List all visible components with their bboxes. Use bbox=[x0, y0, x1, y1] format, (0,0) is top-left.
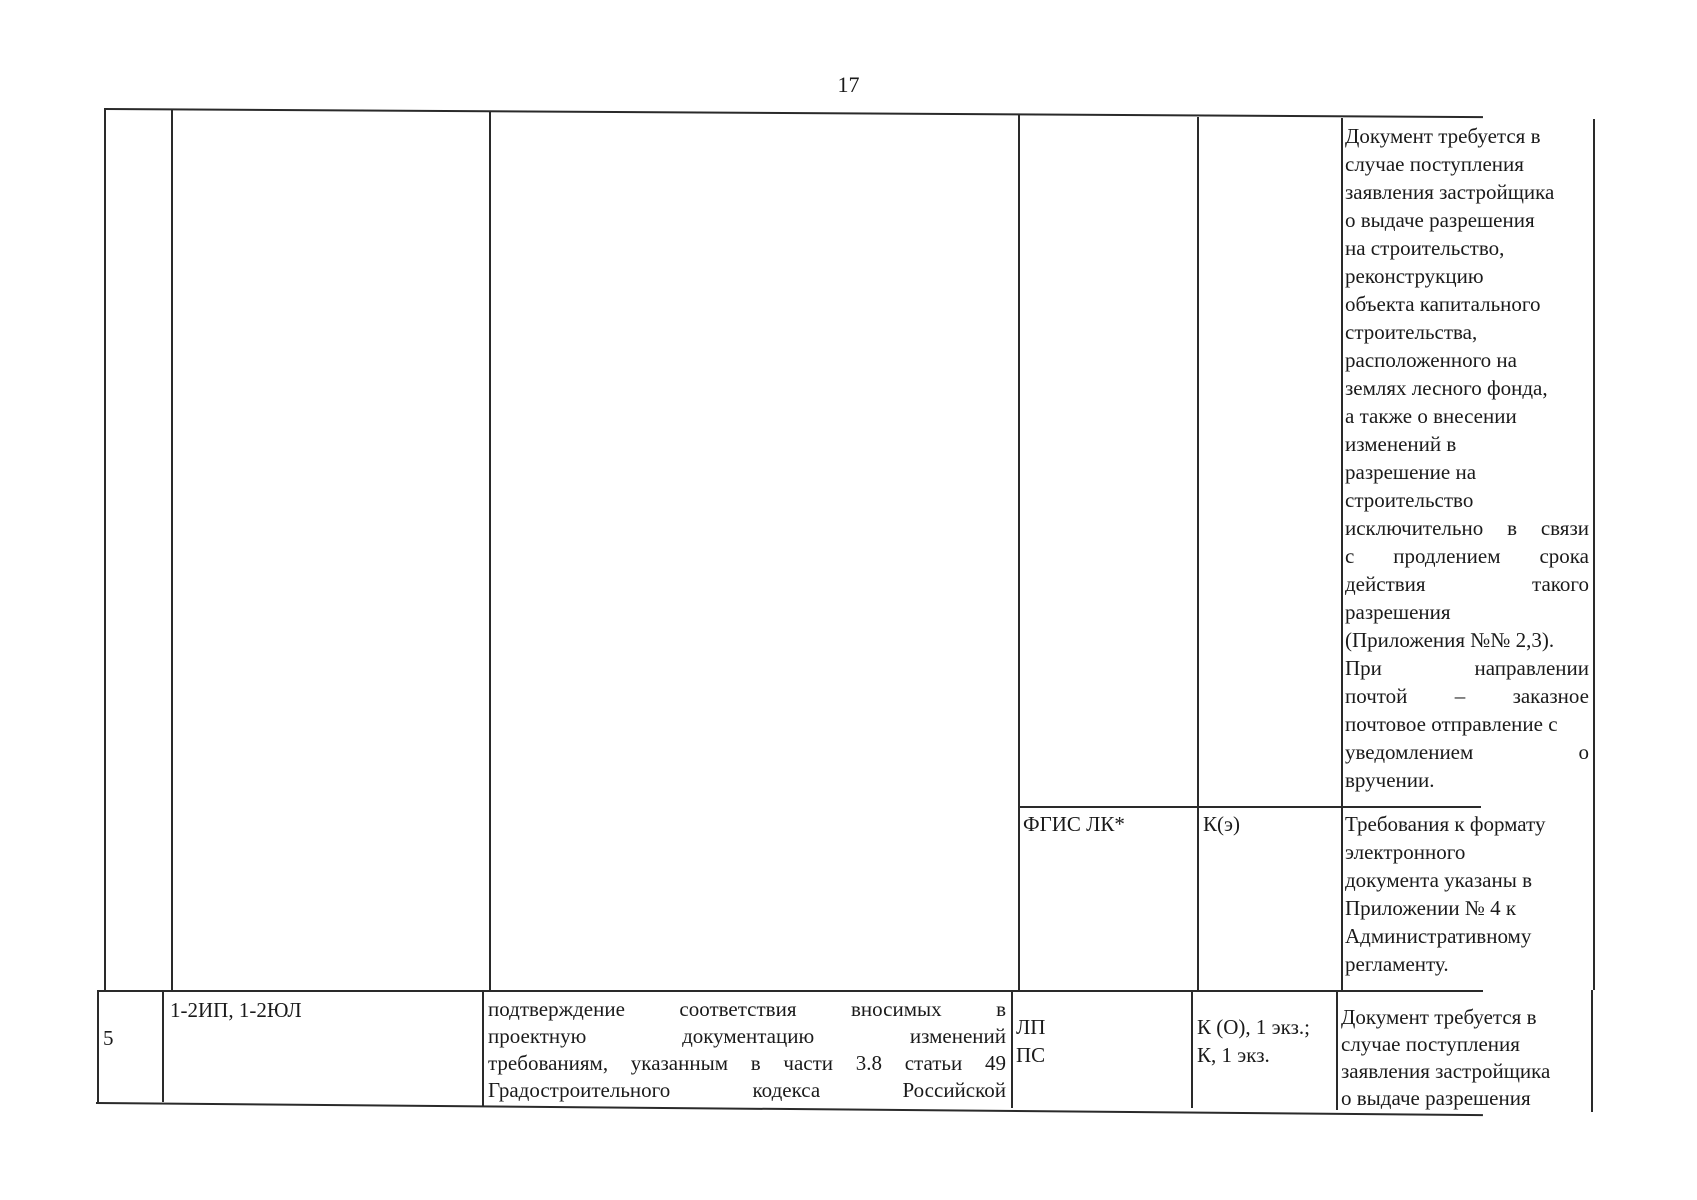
col-border-4 bbox=[1197, 117, 1199, 990]
note-line: Приложении № 4 к bbox=[1345, 896, 1517, 920]
note-line: почтой – заказное bbox=[1345, 684, 1589, 708]
table-right-border-b bbox=[1591, 990, 1593, 1112]
note-line: Документ требуется в bbox=[1345, 124, 1541, 148]
note-line: заявления застройщика bbox=[1341, 1059, 1551, 1083]
row5-number bbox=[103, 1024, 153, 1052]
codes-text: 1-2ИП, 1-2ЮЛ bbox=[170, 998, 302, 1022]
col-border-3b bbox=[1011, 990, 1013, 1108]
col-border-1 bbox=[171, 109, 173, 990]
table-top-border bbox=[105, 108, 1483, 118]
page-number: 17 bbox=[837, 72, 860, 97]
col-border-3 bbox=[1018, 115, 1020, 990]
note-line: вручении. bbox=[1345, 768, 1435, 792]
note-line: электронного bbox=[1345, 840, 1466, 864]
note-cell-continued bbox=[1345, 122, 1589, 794]
row-divider-5 bbox=[98, 990, 1483, 992]
note-line: строительства, bbox=[1345, 320, 1478, 344]
note-line: уведомлением о bbox=[1345, 740, 1589, 764]
row5-description bbox=[488, 996, 1006, 1104]
sub-note-cell bbox=[1345, 810, 1589, 978]
note-line: а также о внесении bbox=[1345, 404, 1517, 428]
note-line: случае поступления bbox=[1341, 1032, 1520, 1056]
note-line: строительство bbox=[1345, 488, 1474, 512]
note-line: исключительно в связи bbox=[1345, 516, 1589, 540]
col-border-2b bbox=[482, 990, 484, 1106]
description-line: требованиям, указанным в части 3.8 статьи 49 bbox=[488, 1051, 1006, 1075]
row5-codes bbox=[170, 996, 475, 1024]
note-line: регламенту. bbox=[1345, 952, 1449, 976]
note-line: действия такого bbox=[1345, 572, 1589, 596]
col-border-0b bbox=[97, 990, 99, 1102]
note-line: Требования к формату bbox=[1345, 812, 1546, 836]
row5-channels bbox=[1016, 1000, 1186, 1082]
channel-1: ЛП bbox=[1016, 1015, 1046, 1039]
note-line: расположенного на bbox=[1345, 348, 1517, 372]
row-number: 5 bbox=[103, 1026, 114, 1050]
col-border-5 bbox=[1341, 118, 1343, 990]
row-divider-sub bbox=[1019, 806, 1481, 808]
note-line: почтовое отправление с bbox=[1345, 712, 1558, 736]
row5-note bbox=[1341, 1004, 1589, 1112]
note-line: случае поступления bbox=[1345, 152, 1524, 176]
note-line: реконструкцию bbox=[1345, 264, 1484, 288]
note-line: о выдаче разрешения bbox=[1341, 1086, 1531, 1110]
note-line: документа указаны в bbox=[1345, 868, 1533, 892]
row5-forms bbox=[1197, 1000, 1337, 1082]
note-line: Документ требуется в bbox=[1341, 1005, 1537, 1029]
sub-channel: ФГИС ЛК* bbox=[1023, 812, 1125, 836]
sub-form: К(э) bbox=[1203, 812, 1241, 836]
note-line: объекта капитального bbox=[1345, 292, 1541, 316]
note-line: заявления застройщика bbox=[1345, 180, 1555, 204]
table-bottom-border bbox=[96, 1102, 1483, 1116]
note-line: разрешения bbox=[1345, 600, 1451, 624]
note-line: с продлением срока bbox=[1345, 544, 1589, 568]
note-line: землях лесного фонда, bbox=[1345, 376, 1548, 400]
form-1: К (О), 1 экз.; bbox=[1197, 1015, 1310, 1039]
table-right-border bbox=[1593, 119, 1595, 990]
note-line: При направлении bbox=[1345, 656, 1589, 680]
note-line: (Приложения №№ 2,3). bbox=[1345, 628, 1555, 652]
note-line: разрешение на bbox=[1345, 460, 1477, 484]
channel-2: ПС bbox=[1016, 1043, 1046, 1067]
sub-form-cell bbox=[1203, 810, 1339, 838]
note-line: Административному bbox=[1345, 924, 1532, 948]
sub-channel-cell bbox=[1023, 810, 1193, 838]
col-border-0 bbox=[104, 108, 106, 990]
col-border-1b bbox=[162, 990, 164, 1102]
note-line: на строительство, bbox=[1345, 236, 1505, 260]
note-line: изменений в bbox=[1345, 432, 1457, 456]
description-line: Градостроительного кодекса Российской bbox=[488, 1078, 1006, 1102]
note-line: о выдаче разрешения bbox=[1345, 208, 1535, 232]
description-line: проектную документацию изменений bbox=[488, 1024, 1006, 1048]
col-border-2 bbox=[489, 112, 491, 990]
form-2: К, 1 экз. bbox=[1197, 1043, 1270, 1067]
description-line: подтверждение соответствия вносимых в bbox=[488, 997, 1006, 1021]
col-border-4b bbox=[1191, 990, 1193, 1108]
